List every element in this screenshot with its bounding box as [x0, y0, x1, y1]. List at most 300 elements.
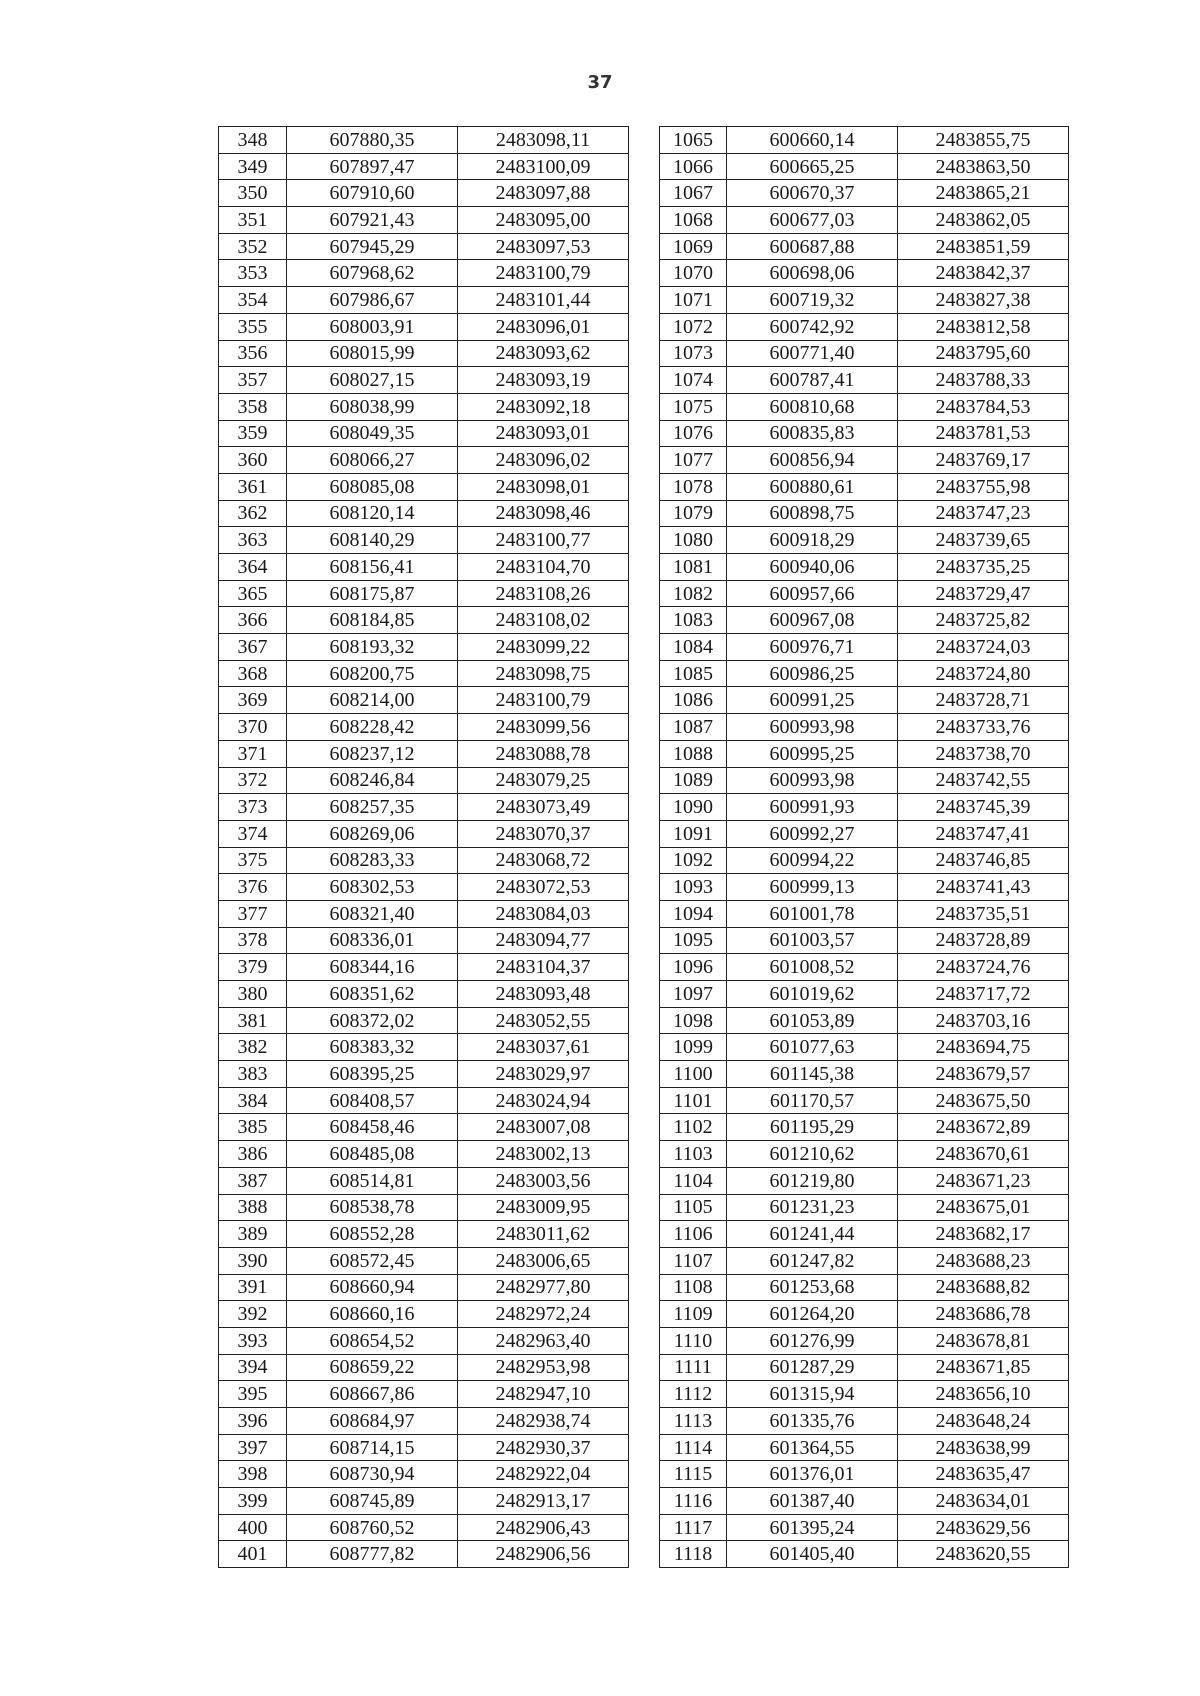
- y-coordinate-cell: 2483675,01: [898, 1194, 1069, 1221]
- point-number-cell: 349: [219, 153, 287, 180]
- y-coordinate-cell: 2483097,53: [458, 233, 629, 260]
- y-coordinate-cell: 2483795,60: [898, 340, 1069, 367]
- table-row: [219, 820, 629, 847]
- point-number-cell: 377: [219, 900, 287, 927]
- point-number-cell: 1096: [660, 954, 727, 981]
- y-coordinate-cell: 2483620,55: [898, 1541, 1069, 1568]
- table-row: [660, 153, 1069, 180]
- table-row: [219, 1408, 629, 1435]
- right-table-body: [660, 127, 1069, 1568]
- table-row: [660, 1221, 1069, 1248]
- table-row: [660, 340, 1069, 367]
- y-coordinate-cell: 2483629,56: [898, 1514, 1069, 1541]
- y-coordinate-cell: 2483104,37: [458, 954, 629, 981]
- x-coordinate-cell: 600670,37: [727, 180, 898, 207]
- y-coordinate-cell: 2483675,50: [898, 1087, 1069, 1114]
- point-number-cell: 388: [219, 1194, 287, 1221]
- point-number-cell: 375: [219, 847, 287, 874]
- x-coordinate-cell: 600880,61: [727, 473, 898, 500]
- x-coordinate-cell: 600976,71: [727, 634, 898, 661]
- x-coordinate-cell: 600991,25: [727, 687, 898, 714]
- y-coordinate-cell: 2482972,24: [458, 1301, 629, 1328]
- y-coordinate-cell: 2483079,25: [458, 767, 629, 794]
- table-row: [219, 367, 629, 394]
- point-number-cell: 380: [219, 981, 287, 1008]
- table-row: [660, 1167, 1069, 1194]
- point-number-cell: 1080: [660, 527, 727, 554]
- table-row: [660, 233, 1069, 260]
- table-row: [660, 1541, 1069, 1568]
- point-number-cell: 1083: [660, 607, 727, 634]
- table-row: [660, 981, 1069, 1008]
- x-coordinate-cell: 600698,06: [727, 260, 898, 287]
- point-number-cell: 1077: [660, 447, 727, 474]
- y-coordinate-cell: 2483093,48: [458, 981, 629, 1008]
- point-number-cell: 1090: [660, 794, 727, 821]
- x-coordinate-cell: 608660,16: [287, 1301, 458, 1328]
- y-coordinate-cell: 2483101,44: [458, 287, 629, 314]
- x-coordinate-cell: 607897,47: [287, 153, 458, 180]
- table-row: [219, 794, 629, 821]
- x-coordinate-cell: 608015,99: [287, 340, 458, 367]
- table-row: [219, 1247, 629, 1274]
- x-coordinate-cell: 600992,27: [727, 820, 898, 847]
- table-row: [660, 820, 1069, 847]
- y-coordinate-cell: 2483728,71: [898, 687, 1069, 714]
- point-number-cell: 1110: [660, 1327, 727, 1354]
- y-coordinate-cell: 2483738,70: [898, 740, 1069, 767]
- point-number-cell: 395: [219, 1381, 287, 1408]
- y-coordinate-cell: 2483733,76: [898, 714, 1069, 741]
- x-coordinate-cell: 600967,08: [727, 607, 898, 634]
- point-number-cell: 1115: [660, 1461, 727, 1488]
- y-coordinate-cell: 2483100,77: [458, 527, 629, 554]
- y-coordinate-cell: 2483656,10: [898, 1381, 1069, 1408]
- x-coordinate-cell: 600787,41: [727, 367, 898, 394]
- point-number-cell: 369: [219, 687, 287, 714]
- y-coordinate-cell: 2482953,98: [458, 1354, 629, 1381]
- table-row: [660, 1087, 1069, 1114]
- table-row: [219, 527, 629, 554]
- table-row: [660, 1274, 1069, 1301]
- table-row: [660, 847, 1069, 874]
- table-row: [660, 1514, 1069, 1541]
- table-row: [660, 1194, 1069, 1221]
- x-coordinate-cell: 600994,22: [727, 847, 898, 874]
- y-coordinate-cell: 2483070,37: [458, 820, 629, 847]
- x-coordinate-cell: 608237,12: [287, 740, 458, 767]
- x-coordinate-cell: 601387,40: [727, 1488, 898, 1515]
- table-row: [660, 954, 1069, 981]
- x-coordinate-cell: 608572,45: [287, 1247, 458, 1274]
- x-coordinate-cell: 600856,94: [727, 447, 898, 474]
- x-coordinate-cell: 608458,46: [287, 1114, 458, 1141]
- y-coordinate-cell: 2483735,25: [898, 554, 1069, 581]
- x-coordinate-cell: 608344,16: [287, 954, 458, 981]
- x-coordinate-cell: 608383,32: [287, 1034, 458, 1061]
- table-row: [219, 1034, 629, 1061]
- point-number-cell: 1089: [660, 767, 727, 794]
- point-number-cell: 1114: [660, 1434, 727, 1461]
- point-number-cell: 359: [219, 420, 287, 447]
- x-coordinate-cell: 608760,52: [287, 1514, 458, 1541]
- point-number-cell: 1072: [660, 313, 727, 340]
- point-number-cell: 1100: [660, 1061, 727, 1088]
- x-coordinate-cell: 600995,25: [727, 740, 898, 767]
- point-number-cell: 1092: [660, 847, 727, 874]
- point-number-cell: 371: [219, 740, 287, 767]
- point-number-cell: 1105: [660, 1194, 727, 1221]
- y-coordinate-cell: 2483724,76: [898, 954, 1069, 981]
- table-row: [219, 634, 629, 661]
- point-number-cell: 1098: [660, 1007, 727, 1034]
- y-coordinate-cell: 2483108,26: [458, 580, 629, 607]
- point-number-cell: 358: [219, 393, 287, 420]
- table-row: [219, 473, 629, 500]
- table-row: [660, 1327, 1069, 1354]
- table-row: [660, 1354, 1069, 1381]
- point-number-cell: 362: [219, 500, 287, 527]
- point-number-cell: 397: [219, 1434, 287, 1461]
- y-coordinate-cell: 2483096,01: [458, 313, 629, 340]
- table-row: [219, 233, 629, 260]
- x-coordinate-cell: 608175,87: [287, 580, 458, 607]
- x-coordinate-cell: 601195,29: [727, 1114, 898, 1141]
- coordinates-table-right: [659, 126, 1069, 1568]
- y-coordinate-cell: 2483781,53: [898, 420, 1069, 447]
- point-number-cell: 401: [219, 1541, 287, 1568]
- point-number-cell: 348: [219, 127, 287, 154]
- x-coordinate-cell: 607921,43: [287, 207, 458, 234]
- point-number-cell: 1086: [660, 687, 727, 714]
- x-coordinate-cell: 601001,78: [727, 900, 898, 927]
- table-row: [660, 660, 1069, 687]
- x-coordinate-cell: 601247,82: [727, 1247, 898, 1274]
- point-number-cell: 354: [219, 287, 287, 314]
- y-coordinate-cell: 2483029,97: [458, 1061, 629, 1088]
- y-coordinate-cell: 2483098,75: [458, 660, 629, 687]
- x-coordinate-cell: 600957,66: [727, 580, 898, 607]
- table-row: [660, 1408, 1069, 1435]
- x-coordinate-cell: 608659,22: [287, 1354, 458, 1381]
- x-coordinate-cell: 600771,40: [727, 340, 898, 367]
- x-coordinate-cell: 608283,33: [287, 847, 458, 874]
- table-row: [660, 260, 1069, 287]
- point-number-cell: 1066: [660, 153, 727, 180]
- table-row: [660, 500, 1069, 527]
- y-coordinate-cell: 2483671,85: [898, 1354, 1069, 1381]
- y-coordinate-cell: 2483855,75: [898, 127, 1069, 154]
- point-number-cell: 1097: [660, 981, 727, 1008]
- x-coordinate-cell: 600742,92: [727, 313, 898, 340]
- table-row: [219, 1274, 629, 1301]
- point-number-cell: 1103: [660, 1141, 727, 1168]
- point-number-cell: 396: [219, 1408, 287, 1435]
- point-number-cell: 372: [219, 767, 287, 794]
- x-coordinate-cell: 601145,38: [727, 1061, 898, 1088]
- x-coordinate-cell: 601315,94: [727, 1381, 898, 1408]
- point-number-cell: 363: [219, 527, 287, 554]
- point-number-cell: 357: [219, 367, 287, 394]
- y-coordinate-cell: 2483052,55: [458, 1007, 629, 1034]
- point-number-cell: 393: [219, 1327, 287, 1354]
- x-coordinate-cell: 607986,67: [287, 287, 458, 314]
- point-number-cell: 1065: [660, 127, 727, 154]
- point-number-cell: 1076: [660, 420, 727, 447]
- table-row: [660, 180, 1069, 207]
- y-coordinate-cell: 2483717,72: [898, 981, 1069, 1008]
- table-row: [219, 1301, 629, 1328]
- table-row: [219, 1167, 629, 1194]
- point-number-cell: 1101: [660, 1087, 727, 1114]
- point-number-cell: 373: [219, 794, 287, 821]
- x-coordinate-cell: 601219,80: [727, 1167, 898, 1194]
- y-coordinate-cell: 2483068,72: [458, 847, 629, 874]
- y-coordinate-cell: 2483686,78: [898, 1301, 1069, 1328]
- point-number-cell: 386: [219, 1141, 287, 1168]
- x-coordinate-cell: 601019,62: [727, 981, 898, 1008]
- y-coordinate-cell: 2483746,85: [898, 847, 1069, 874]
- point-number-cell: 1109: [660, 1301, 727, 1328]
- x-coordinate-cell: 608336,01: [287, 927, 458, 954]
- table-row: [219, 260, 629, 287]
- table-row: [219, 1141, 629, 1168]
- point-number-cell: 385: [219, 1114, 287, 1141]
- table-row: [219, 1434, 629, 1461]
- y-coordinate-cell: 2483094,77: [458, 927, 629, 954]
- table-row: [660, 687, 1069, 714]
- table-row: [219, 900, 629, 927]
- table-row: [219, 1381, 629, 1408]
- point-number-cell: 352: [219, 233, 287, 260]
- point-number-cell: 387: [219, 1167, 287, 1194]
- y-coordinate-cell: 2483679,57: [898, 1061, 1069, 1088]
- y-coordinate-cell: 2483863,50: [898, 153, 1069, 180]
- table-row: [660, 1434, 1069, 1461]
- table-row: [219, 767, 629, 794]
- x-coordinate-cell: 600677,03: [727, 207, 898, 234]
- x-coordinate-cell: 608372,02: [287, 1007, 458, 1034]
- y-coordinate-cell: 2483672,89: [898, 1114, 1069, 1141]
- table-row: [660, 1301, 1069, 1328]
- x-coordinate-cell: 608351,62: [287, 981, 458, 1008]
- x-coordinate-cell: 600687,88: [727, 233, 898, 260]
- y-coordinate-cell: 2483755,98: [898, 473, 1069, 500]
- x-coordinate-cell: 608027,15: [287, 367, 458, 394]
- point-number-cell: 1117: [660, 1514, 727, 1541]
- point-number-cell: 1118: [660, 1541, 727, 1568]
- x-coordinate-cell: 601003,57: [727, 927, 898, 954]
- point-number-cell: 391: [219, 1274, 287, 1301]
- x-coordinate-cell: 600898,75: [727, 500, 898, 527]
- table-row: [219, 927, 629, 954]
- point-number-cell: 355: [219, 313, 287, 340]
- table-gap: [629, 126, 659, 127]
- x-coordinate-cell: 608485,08: [287, 1141, 458, 1168]
- table-row: [660, 473, 1069, 500]
- table-row: [660, 1461, 1069, 1488]
- y-coordinate-cell: 2483634,01: [898, 1488, 1069, 1515]
- y-coordinate-cell: 2482938,74: [458, 1408, 629, 1435]
- point-number-cell: 1102: [660, 1114, 727, 1141]
- x-coordinate-cell: 608120,14: [287, 500, 458, 527]
- x-coordinate-cell: 601231,23: [727, 1194, 898, 1221]
- x-coordinate-cell: 607968,62: [287, 260, 458, 287]
- point-number-cell: 350: [219, 180, 287, 207]
- point-number-cell: 381: [219, 1007, 287, 1034]
- y-coordinate-cell: 2482913,17: [458, 1488, 629, 1515]
- table-row: [219, 1488, 629, 1515]
- left-table-body: [219, 127, 629, 1568]
- point-number-cell: 353: [219, 260, 287, 287]
- y-coordinate-cell: 2483024,94: [458, 1087, 629, 1114]
- x-coordinate-cell: 608214,00: [287, 687, 458, 714]
- table-row: [660, 127, 1069, 154]
- table-row: [219, 180, 629, 207]
- x-coordinate-cell: 608395,25: [287, 1061, 458, 1088]
- point-number-cell: 1073: [660, 340, 727, 367]
- table-row: [660, 527, 1069, 554]
- point-number-cell: 1081: [660, 554, 727, 581]
- table-row: [660, 927, 1069, 954]
- y-coordinate-cell: 2483002,13: [458, 1141, 629, 1168]
- table-row: [219, 981, 629, 1008]
- x-coordinate-cell: 608257,35: [287, 794, 458, 821]
- table-row: [219, 1007, 629, 1034]
- table-row: [219, 740, 629, 767]
- table-row: [219, 447, 629, 474]
- y-coordinate-cell: 2483009,95: [458, 1194, 629, 1221]
- y-coordinate-cell: 2483096,02: [458, 447, 629, 474]
- x-coordinate-cell: 601264,20: [727, 1301, 898, 1328]
- y-coordinate-cell: 2483729,47: [898, 580, 1069, 607]
- point-number-cell: 392: [219, 1301, 287, 1328]
- x-coordinate-cell: 601077,63: [727, 1034, 898, 1061]
- y-coordinate-cell: 2482922,04: [458, 1461, 629, 1488]
- x-coordinate-cell: 600918,29: [727, 527, 898, 554]
- y-coordinate-cell: 2483703,16: [898, 1007, 1069, 1034]
- y-coordinate-cell: 2483037,61: [458, 1034, 629, 1061]
- table-row: [660, 900, 1069, 927]
- point-number-cell: 390: [219, 1247, 287, 1274]
- point-number-cell: 389: [219, 1221, 287, 1248]
- table-row: [660, 580, 1069, 607]
- table-row: [660, 1034, 1069, 1061]
- table-row: [660, 740, 1069, 767]
- y-coordinate-cell: 2482906,43: [458, 1514, 629, 1541]
- x-coordinate-cell: 608200,75: [287, 660, 458, 687]
- x-coordinate-cell: 608714,15: [287, 1434, 458, 1461]
- point-number-cell: 1075: [660, 393, 727, 420]
- x-coordinate-cell: 601210,62: [727, 1141, 898, 1168]
- x-coordinate-cell: 608066,27: [287, 447, 458, 474]
- coordinates-tables: [218, 126, 1069, 1569]
- x-coordinate-cell: 600999,13: [727, 874, 898, 901]
- point-number-cell: 1071: [660, 287, 727, 314]
- y-coordinate-cell: 2483812,58: [898, 313, 1069, 340]
- point-number-cell: 1085: [660, 660, 727, 687]
- point-number-cell: 1107: [660, 1247, 727, 1274]
- table-row: [660, 447, 1069, 474]
- x-coordinate-cell: 601364,55: [727, 1434, 898, 1461]
- table-row: [219, 580, 629, 607]
- y-coordinate-cell: 2483694,75: [898, 1034, 1069, 1061]
- point-number-cell: 1084: [660, 634, 727, 661]
- table-row: [219, 874, 629, 901]
- x-coordinate-cell: 600993,98: [727, 714, 898, 741]
- table-row: [219, 313, 629, 340]
- x-coordinate-cell: 601253,68: [727, 1274, 898, 1301]
- table-row: [219, 1087, 629, 1114]
- y-coordinate-cell: 2483088,78: [458, 740, 629, 767]
- x-coordinate-cell: 608321,40: [287, 900, 458, 927]
- table-row: [219, 127, 629, 154]
- x-coordinate-cell: 608684,97: [287, 1408, 458, 1435]
- x-coordinate-cell: 608777,82: [287, 1541, 458, 1568]
- y-coordinate-cell: 2483100,09: [458, 153, 629, 180]
- table-row: [660, 1114, 1069, 1141]
- y-coordinate-cell: 2482930,37: [458, 1434, 629, 1461]
- point-number-cell: 360: [219, 447, 287, 474]
- y-coordinate-cell: 2483098,11: [458, 127, 629, 154]
- x-coordinate-cell: 600986,25: [727, 660, 898, 687]
- table-row: [660, 554, 1069, 581]
- y-coordinate-cell: 2483724,80: [898, 660, 1069, 687]
- y-coordinate-cell: 2483011,62: [458, 1221, 629, 1248]
- x-coordinate-cell: 600810,68: [727, 393, 898, 420]
- x-coordinate-cell: 608184,85: [287, 607, 458, 634]
- x-coordinate-cell: 607880,35: [287, 127, 458, 154]
- y-coordinate-cell: 2483739,65: [898, 527, 1069, 554]
- y-coordinate-cell: 2483747,41: [898, 820, 1069, 847]
- table-row: [219, 1354, 629, 1381]
- point-number-cell: 399: [219, 1488, 287, 1515]
- table-row: [660, 1141, 1069, 1168]
- y-coordinate-cell: 2483682,17: [898, 1221, 1069, 1248]
- x-coordinate-cell: 600660,14: [727, 127, 898, 154]
- point-number-cell: 384: [219, 1087, 287, 1114]
- table-row: [219, 1541, 629, 1568]
- table-row: [660, 634, 1069, 661]
- page-number: 37: [587, 72, 613, 93]
- table-row: [660, 393, 1069, 420]
- y-coordinate-cell: 2483093,19: [458, 367, 629, 394]
- y-coordinate-cell: 2483099,56: [458, 714, 629, 741]
- y-coordinate-cell: 2483073,49: [458, 794, 629, 821]
- y-coordinate-cell: 2483688,23: [898, 1247, 1069, 1274]
- x-coordinate-cell: 601276,99: [727, 1327, 898, 1354]
- y-coordinate-cell: 2483006,65: [458, 1247, 629, 1274]
- x-coordinate-cell: 601008,52: [727, 954, 898, 981]
- table-row: [660, 313, 1069, 340]
- y-coordinate-cell: 2483093,62: [458, 340, 629, 367]
- point-number-cell: 365: [219, 580, 287, 607]
- x-coordinate-cell: 600940,06: [727, 554, 898, 581]
- point-number-cell: 383: [219, 1061, 287, 1088]
- x-coordinate-cell: 600991,93: [727, 794, 898, 821]
- y-coordinate-cell: 2482947,10: [458, 1381, 629, 1408]
- point-number-cell: 400: [219, 1514, 287, 1541]
- point-number-cell: 1070: [660, 260, 727, 287]
- y-coordinate-cell: 2483851,59: [898, 233, 1069, 260]
- table-row: [219, 954, 629, 981]
- point-number-cell: 1108: [660, 1274, 727, 1301]
- x-coordinate-cell: 608730,94: [287, 1461, 458, 1488]
- x-coordinate-cell: 608660,94: [287, 1274, 458, 1301]
- y-coordinate-cell: 2483635,47: [898, 1461, 1069, 1488]
- y-coordinate-cell: 2483072,53: [458, 874, 629, 901]
- x-coordinate-cell: 607945,29: [287, 233, 458, 260]
